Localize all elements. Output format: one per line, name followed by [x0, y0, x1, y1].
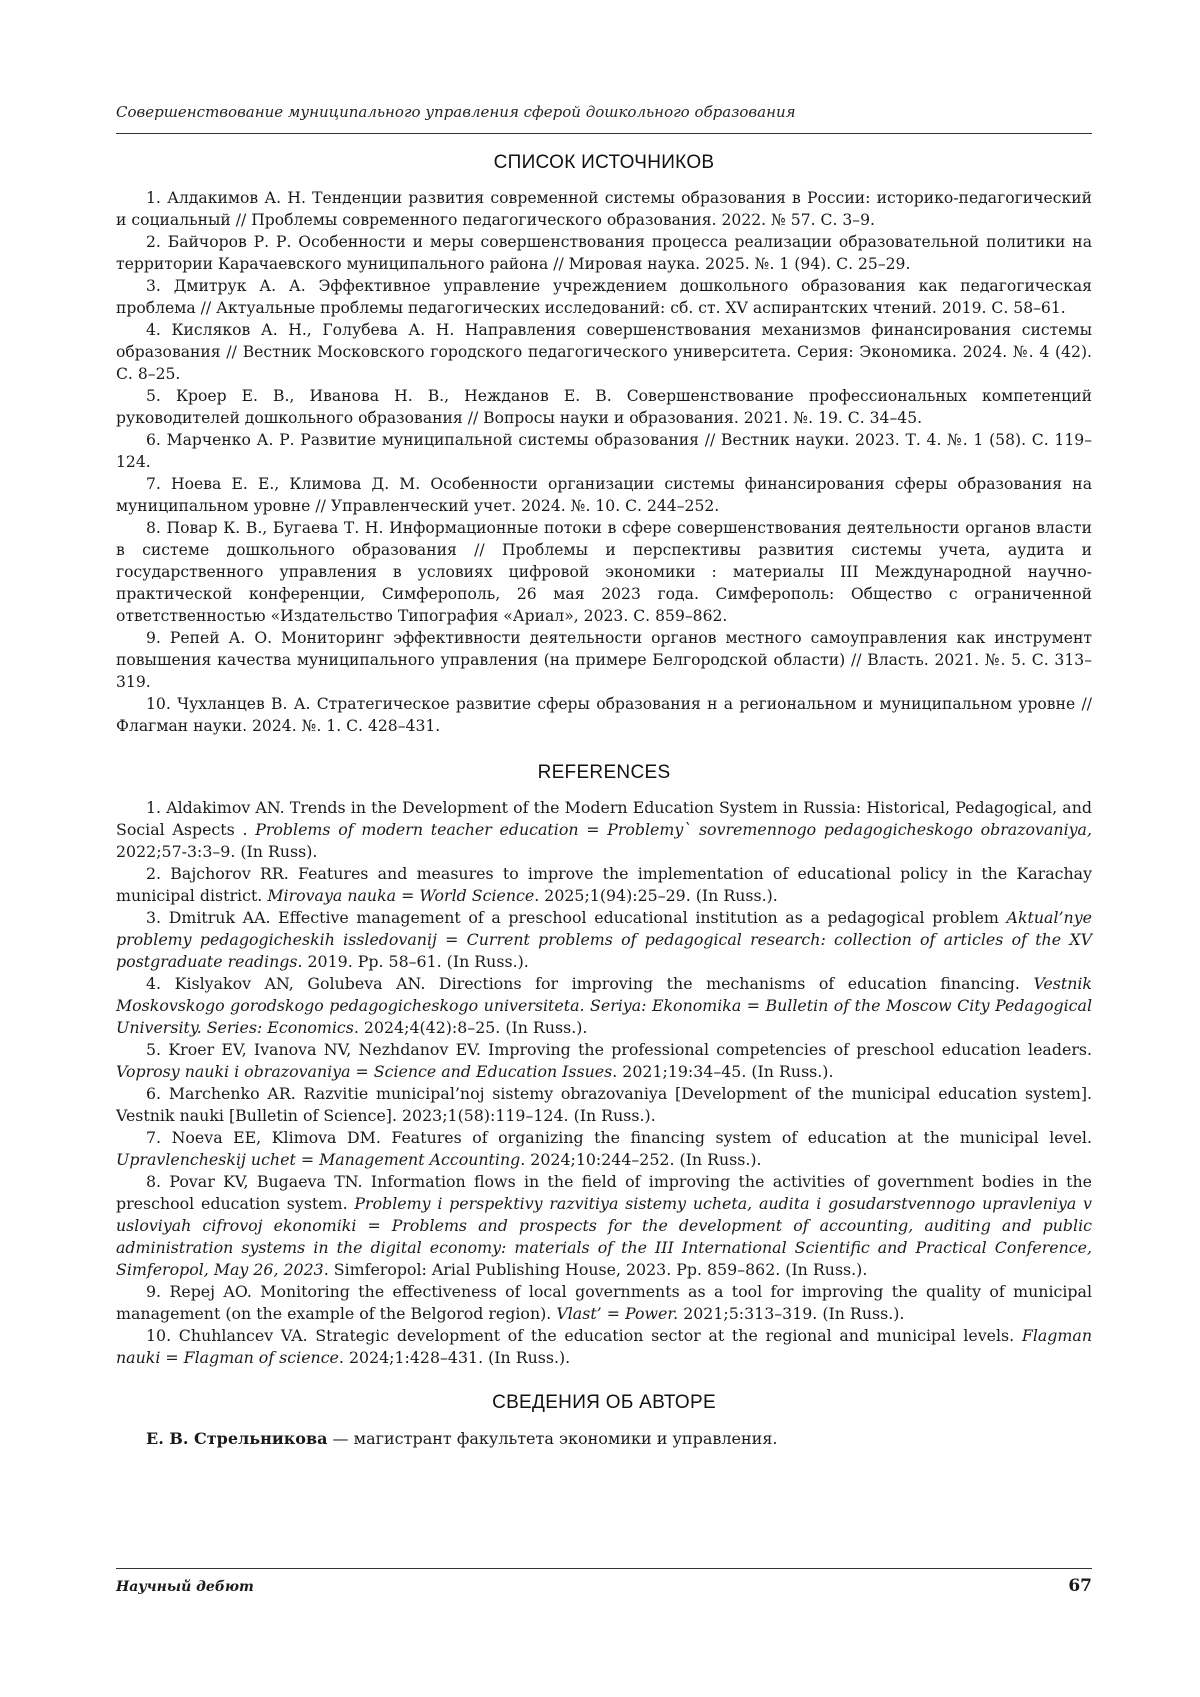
- list-item: [116, 1325, 1092, 1369]
- list-item: [116, 1171, 1092, 1281]
- page-number: 67: [1068, 1576, 1092, 1596]
- ref-tail: . 2024;1:428–431. (In Russ.).: [338, 1348, 571, 1367]
- references-heading: REFERENCES: [537, 762, 671, 783]
- ref-journal: Voprosy nauki i obrazovaniya = Science and Education Issues: [116, 1062, 613, 1081]
- list-item: 4. Кисляков А. Н., Голубева А. Н. Направления совершенствования механизмов финансирования системы образования // Вестник Московского городского педагогического университета. Серия: Экономика. 2024. №. 4 (42). С. 8–25.: [116, 321, 1092, 383]
- author-heading: СВЕДЕНИЯ ОБ АВТОРЕ: [492, 1392, 716, 1413]
- list-item: [116, 797, 1092, 863]
- ref-journal: Problems of modern teacher education = Problemy` sovremennogo pedagogicheskogo obrazovaniya,: [255, 820, 1092, 839]
- list-item: 10. Чухланцев В. А. Стратегическое развитие сферы образования н а региональном и муниципальном уровне // Флагман науки. 2024. №. 1. С. 428–431.: [116, 695, 1092, 735]
- list-item: [116, 1083, 1092, 1127]
- sources-heading: СПИСОК ИСТОЧНИКОВ: [493, 152, 715, 173]
- ref-tail: . 2019. Pp. 58–61. (In Russ.).: [297, 952, 529, 971]
- list-item: [116, 1281, 1092, 1325]
- ref-journal: Upravlencheskij uchet = Management Accounting: [116, 1150, 521, 1169]
- ref-text: 4. Kislyakov AN, Golubeva AN. Directions for improving the mechanisms of education financing.: [146, 974, 1034, 993]
- list-item: 2. Байчоров Р. Р. Особенности и меры совершенствования процесса реализации образовательной политики на территории Карачаевского муниципального района // Мировая наука. 2025. №. 1 (94). С. 25–29.: [116, 233, 1092, 273]
- ref-journal: Mirovaya nauka = World Science.: [267, 886, 540, 905]
- ref-tail: . Simferopol: Arial Publishing House, 2023. Pp. 859–862. (In Russ.).: [323, 1260, 868, 1279]
- ref-tail: . 2021;19:34–45. (In Russ.).: [612, 1062, 834, 1081]
- ref-text: 3. Dmitruk AA. Effective management of a preschool educational institution as a pedagogical problem: [146, 908, 1007, 927]
- list-item: 6. Марченко А. Р. Развитие муниципальной системы образования // Вестник науки. 2023. Т. 4. №. 1 (58). С. 119–124.: [116, 431, 1092, 471]
- ref-text: 5. Kroer EV, Ivanova NV, Nezhdanov EV. Improving the professional competencies of preschool education leaders.: [146, 1040, 1092, 1059]
- ref-text: 2. Bajchorov RR. Features and measures to improve the implementation of educational policy in the Karachay municipal district.: [116, 864, 1092, 905]
- ref-tail: . 2024;4(42):8–25. (In Russ.).: [353, 1018, 588, 1037]
- list-item: 8. Повар К. В., Бугаева Т. Н. Информационные потоки в сфере совершенствования деятельности органов власти в системе дошкольного образования // Проблемы и перспективы развития системы учета, аудита и государственного управления в условиях цифровой экономики : материалы III Международной научно-практической конференции, Симферополь, 26 мая 2023 года. Симферополь: Общество с ограниченной ответственностью «Издательство Типография «Ариал», 2023. С. 859–862.: [116, 519, 1092, 625]
- ref-text: 7. Noeva EE, Klimova DM. Features of organizing the financing system of education at the municipal level.: [146, 1128, 1092, 1147]
- ref-journal: Vlast’ = Power.: [556, 1304, 679, 1323]
- ref-journal: Vestnik Moskovskogo gorodskogo pedagogicheskogo universiteta. Seriya: Ekonomika = Bulletin of the Moscow City Pedagogical University. Series: Economics: [116, 974, 1092, 1037]
- footer-divider: [116, 1568, 1092, 1569]
- journal-name: Научный дебют: [116, 1579, 254, 1595]
- ref-journal: Problemy i perspektivy razvitiya sistemy ucheta, audita i gosudarstvennogo upravleniya v usloviyah cifrovoj ekonomiki = Problems and prospects for the development of accounting, auditing and public administration systems in the digital economy: materials of the III International Scientific and Practical Conference, Simferopol, May 26, 2023: [116, 1194, 1092, 1279]
- list-item: 7. Ноева Е. Е., Климова Д. М. Особенности организации системы финансирования сферы образования на муниципальном уровне // Управленческий учет. 2024. №. 10. С. 244–252.: [116, 475, 1092, 515]
- list-item: 9. Репей А. О. Мониторинг эффективности деятельности органов местного самоуправления как инструмент повышения качества муниципального управления (на примере Белгородской области) // Власть. 2021. №. 5. С. 313–319.: [116, 629, 1092, 691]
- author-description: — магистрант факультета экономики и управления.: [327, 1429, 778, 1448]
- ref-journal: Aktual’nye problemy pedagogicheskih issledovanij = Current problems of pedagogical research: collection of articles of the XV postgraduate readings: [116, 908, 1092, 971]
- ref-tail: 2021;5:313–319. (In Russ.).: [678, 1304, 905, 1323]
- ref-text: 1. Aldakimov AN. Trends in the Development of the Modern Education System in Russia: Historical, Pedagogical, and Social Aspects .: [116, 798, 1092, 839]
- running-header: Совершенствование муниципального управления сферой дошкольного образования: [116, 103, 796, 121]
- ref-text: 8. Povar KV, Bugaeva TN. Information flows in the field of improving the activities of government bodies in the preschool education system.: [116, 1172, 1092, 1213]
- ref-journal: Flagman nauki = Flagman of science: [116, 1326, 1092, 1367]
- list-item: [116, 1039, 1092, 1083]
- list-item: [116, 973, 1092, 1039]
- ref-tail: 2025;1(94):25–29. (In Russ.).: [539, 886, 778, 905]
- list-item: [116, 907, 1092, 973]
- list-item: 3. Дмитрук А. А. Эффективное управление учреждением дошкольного образования как педагогическая проблема // Актуальные проблемы педагогических исследований: сб. ст. XV аспирантских чтений. 2019. С. 58–61.: [116, 277, 1092, 317]
- ref-tail: 2022;57-3:3–9. (In Russ).: [116, 842, 318, 861]
- list-item: 1. Алдакимов А. Н. Тенденции развития современной системы образования в России: историко-педагогический и социальный // Проблемы современного педагогического образования. 2022. № 57. С. 3–9.: [116, 189, 1092, 229]
- list-item: 5. Кроер Е. В., Иванова Н. В., Нежданов Е. В. Совершенствование профессиональных компетенций руководителей дошкольного образования // Вопросы науки и образования. 2021. №. 19. С. 34–45.: [116, 387, 1092, 427]
- header-divider: [116, 133, 1092, 134]
- list-item: [116, 863, 1092, 907]
- ref-text: 6. Marchenko AR. Razvitie municipal’noj sistemy obrazovaniya [Development of the municipal education system]. Vestnik nauki [Bulletin of Science]. 2023;1(58):119–124. (In Russ.).: [116, 1084, 1092, 1125]
- references-list: [116, 797, 1092, 1369]
- ref-tail: . 2024;10:244–252. (In Russ.).: [520, 1150, 762, 1169]
- sources-list: [116, 187, 1092, 737]
- author-info: [116, 1428, 1092, 1450]
- ref-text: 9. Repej AO. Monitoring the effectiveness of local governments as a tool for improving the quality of municipal management (on the example of the Belgorod region).: [116, 1282, 1092, 1323]
- author-name: Е. В. Стрельникова: [146, 1429, 328, 1448]
- ref-text: 10. Chuhlancev VA. Strategic development of the education sector at the regional and municipal levels.: [146, 1326, 1022, 1345]
- list-item: [116, 1127, 1092, 1171]
